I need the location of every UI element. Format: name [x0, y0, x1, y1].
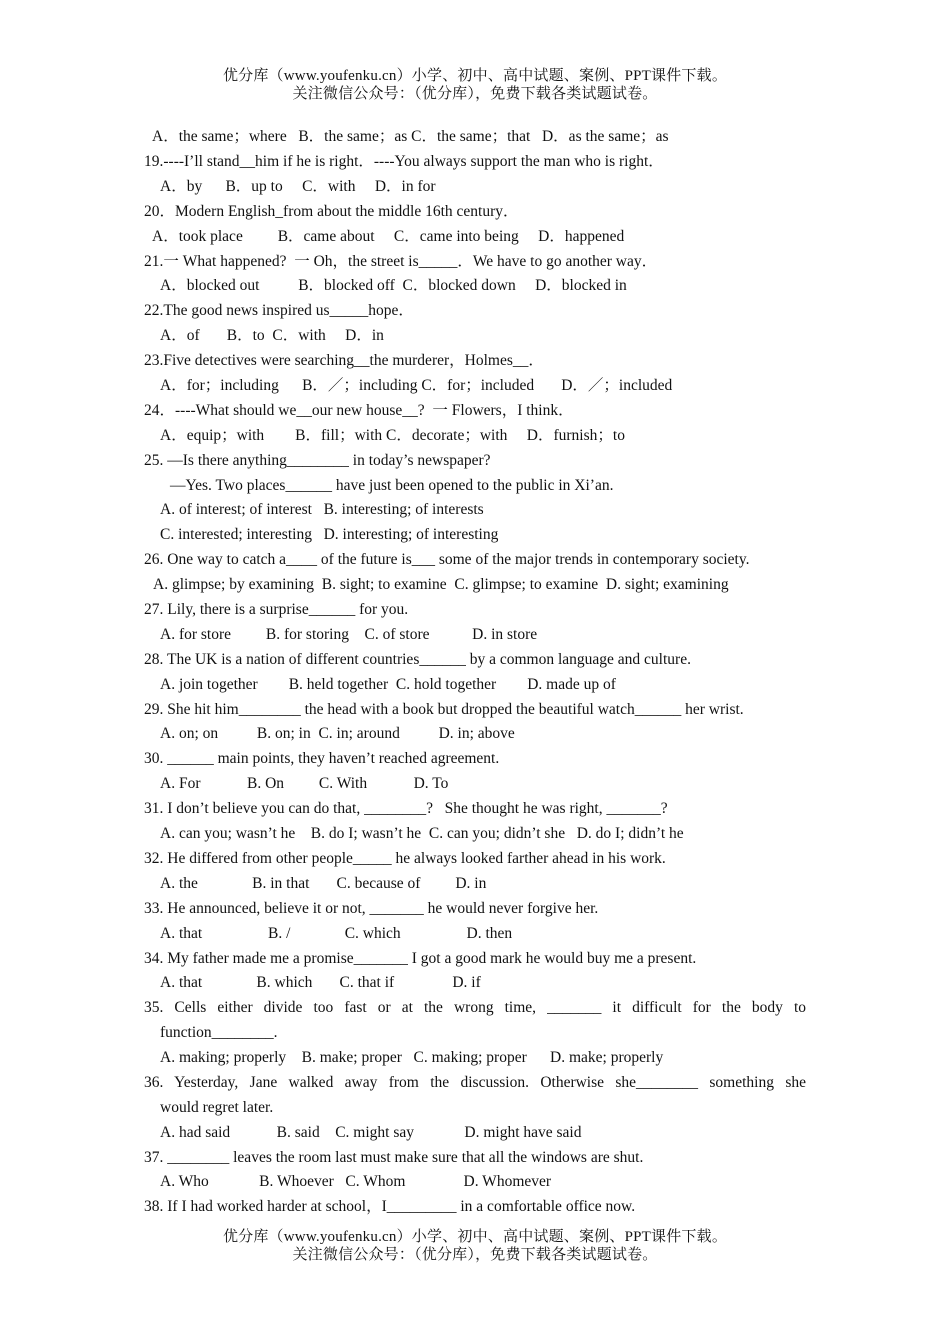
answer-options-20: A．took place B．came about C．came into being D．happened [152, 228, 625, 245]
question-20: 20．Modern English_from about the middle 16th century． [144, 203, 519, 220]
question-23: 23.Five detectives were searching__the murderer，Holmes__． [144, 352, 544, 369]
question-25-reply: —Yes. Two places______ have just been opened to the public in Xi’an. [170, 477, 614, 494]
answer-options-34: A. that B. which C. that if D. if [160, 974, 481, 991]
answer-options-22: A．of B．to C．with D．in [160, 327, 384, 344]
answer-options-28: A. join together B. held together C. hold together D. made up of [160, 676, 616, 693]
question-35-cont: function________. [160, 1024, 278, 1041]
answer-options-35: A. making; properly B. make; proper C. making; proper D. make; properly [160, 1049, 664, 1066]
question-29: 29. She hit him________ the head with a book but dropped the beautiful watch______ her wrist. [144, 701, 744, 718]
question-32: 32. He differed from other people_____ he always looked farther ahead in his work. [144, 850, 666, 867]
question-27: 27. Lily, there is a surprise______ for you. [144, 601, 409, 618]
question-33: 33. He announced, believe it or not, _______ he would never forgive her. [144, 900, 599, 917]
answer-options-31: A. can you; wasn’t he B. do I; wasn’t he C. can you; didn’t she D. do I; didn’t he [160, 825, 684, 842]
header-line-2: 关注微信公众号：（优分库），免费下载各类试题试卷。 [292, 86, 658, 102]
answer-options-33: A. that B. / C. which D. then [160, 925, 513, 942]
answer-options-25a: A. of interest; of interest B. interesting; of interests [160, 501, 484, 518]
answer-options-32: A. the B. in that C. because of D. in [160, 875, 487, 892]
footer-line-1: 优分库（www.youfenku.cn）小学、初中、高中试题、案例、PPT课件下载。 [222, 1229, 728, 1245]
answer-options-25b: C. interested; interesting D. interesting; of interesting [160, 526, 499, 543]
question-24: 24．----What should we__our new house__? 一 Flowers，I think． [144, 402, 574, 419]
answer-options-21: A．blocked out B．blocked off C．blocked down D．blocked in [160, 277, 627, 294]
answer-options-24: A．equip；with B．fill；with C．decorate；with D．furnish；to [160, 427, 625, 444]
question-36: 36. Yesterday, Jane walked away from the discussion. Otherwise she________ something she [144, 1074, 806, 1091]
answer-options-30: A. For B. On C. With D. To [160, 775, 449, 792]
question-21: 21.一 What happened? 一 Oh，the street is_____．We have to go another way． [144, 253, 658, 270]
question-30: 30. ______ main points, they haven’t reached agreement. [144, 750, 500, 767]
question-22: 22.The good news inspired us_____hope． [144, 302, 414, 319]
footer-line-2: 关注微信公众号：（优分库），免费下载各类试题试卷。 [292, 1247, 658, 1263]
answer-options-36: A. had said B. said C. might say D. might have said [160, 1124, 582, 1141]
question-34: 34. My father made me a promise_______ I got a good mark he would buy me a present. [144, 950, 697, 967]
question-31: 31. I don’t believe you can do that, ________? She thought he was right, _______? [144, 800, 668, 817]
answer-options-29: A. on; on B. on; in C. in; around D. in; above [160, 725, 515, 742]
question-36-cont: would regret later. [160, 1099, 274, 1116]
answer-options-23: A．for；including B．／；including C．for；included D．／；included [160, 377, 673, 394]
question-26: 26. One way to catch a____ of the future is___ some of the major trends in contemporary society. [144, 551, 750, 568]
question-38: 38. If I had worked harder at school，I_________ in a comfortable office now. [144, 1198, 636, 1215]
question-37: 37. ________ leaves the room last must make sure that all the windows are shut. [144, 1149, 644, 1166]
answer-options-18: A．the same；where B．the same；as C．the same；that D．as the same；as [152, 128, 669, 145]
question-25: 25. —Is there anything________ in today’s newspaper? [144, 452, 491, 469]
answer-options-27: A. for store B. for storing C. of store D. in store [160, 626, 538, 643]
answer-options-19: A．by B．up to C．with D．in for [160, 178, 436, 195]
question-28: 28. The UK is a nation of different countries______ by a common language and culture. [144, 651, 691, 668]
answer-options-26: A. glimpse; by examining B. sight; to examine C. glimpse; to examine D. sight; examining [153, 576, 729, 593]
question-19: 19.----I’ll stand__him if he is right．----You always support the man who is right． [144, 153, 664, 170]
header-line-1: 优分库（www.youfenku.cn）小学、初中、高中试题、案例、PPT课件下载。 [222, 68, 728, 84]
question-35: 35. Cells either divide too fast or at the wrong time, _______ it difficult for the body to [144, 999, 806, 1016]
answer-options-37: A. Who B. Whoever C. Whom D. Whomever [160, 1173, 552, 1190]
